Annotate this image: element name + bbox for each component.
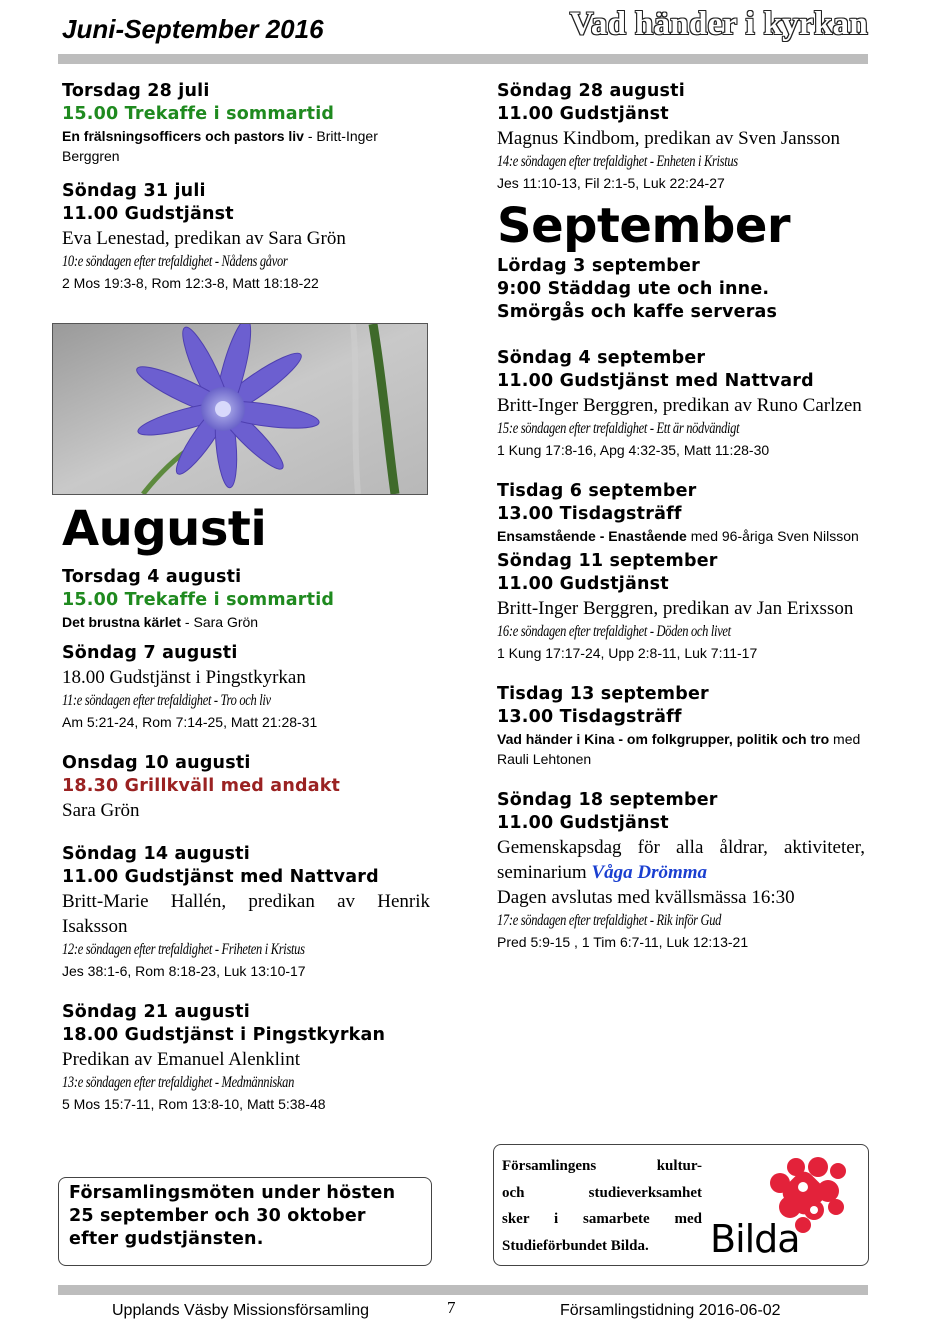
- event-title: 18.30 Grillkväll med andakt: [62, 776, 341, 796]
- footer-rule: [58, 1285, 868, 1295]
- event-theme: 11:e söndagen efter trefaldighet - Tro och liv: [62, 692, 271, 709]
- event-refs: 1 Kung 17:8-16, Apg 4:32-35, Matt 11:28-30: [497, 442, 770, 458]
- event-people: Eva Lenestad, predikan av Sara Grön: [62, 228, 346, 249]
- event-date: Söndag 31 juli: [62, 181, 206, 201]
- event-people: Britt-Inger Berggren, predikan av Jan Erixsson: [497, 598, 854, 619]
- event-title: 11.00 Gudstjänst med Nattvard: [62, 867, 379, 887]
- event-theme: 10:e söndagen efter trefaldighet - Nådens gåvor: [62, 253, 288, 270]
- event-date: Söndag 4 september: [497, 348, 706, 368]
- event-theme: 17:e söndagen efter trefaldighet - Rik inför Gud: [497, 912, 722, 929]
- event-people: Dagen avslutas med kvällsmässa 16:30: [497, 887, 795, 908]
- event-title: 15.00 Trekaffe i sommartid: [62, 104, 335, 124]
- event-title: 11.00 Gudstjänst: [497, 813, 669, 833]
- event-theme: 16:e söndagen efter trefaldighet - Döden och livet: [497, 623, 731, 640]
- event-date: Söndag 11 september: [497, 551, 718, 571]
- meetings-line: efter gudstjänsten.: [69, 1229, 264, 1249]
- footer-organization: Upplands Väsby Missionsförsamling: [112, 1302, 369, 1319]
- event-refs: Pred 5:9-15 , 1 Tim 6:7-11, Luk 12:13-21: [497, 934, 749, 950]
- bilda-box: [493, 1144, 869, 1266]
- event-people: Predikan av Emanuel Alenklint: [62, 1049, 300, 1070]
- event-refs: 2 Mos 19:3-8, Rom 12:3-8, Matt 18:18-22: [62, 275, 319, 291]
- event-date: Söndag 28 augusti: [497, 81, 685, 101]
- event-date: Torsdag 4 augusti: [62, 567, 242, 587]
- vaga-dromma-link[interactable]: Våga Drömma: [591, 862, 708, 883]
- page-number: 7: [447, 1298, 456, 1317]
- event-description: Det brustna kärlet - Sara Grön: [62, 614, 259, 630]
- bilda-text: Församlingens kultur- och studieverksamhet sker i samarbete med Studieförbundet Bilda.: [502, 1158, 702, 1254]
- event-description: Vad händer i Kina - om folkgrupper, politik och tro med Rauli Lehtonen: [497, 731, 861, 767]
- event-people: Sara Grön: [62, 800, 140, 821]
- event-title: 11.00 Gudstjänst: [62, 204, 234, 224]
- bilda-logo: [708, 1155, 858, 1259]
- event-refs: Jes 38:1-6, Rom 8:18-23, Luk 13:10-17: [62, 963, 306, 979]
- event-people: Britt-Marie Hallén, predikan av Henrik Isaksson: [62, 891, 430, 937]
- month-heading-september: September: [497, 198, 791, 254]
- event-people: Magnus Kindbom, predikan av Sven Jansson: [497, 128, 841, 149]
- event-date: Söndag 18 september: [497, 790, 718, 810]
- meetings-line: 25 september och 30 oktober: [69, 1206, 366, 1226]
- event-title: 11.00 Gudstjänst: [497, 104, 669, 124]
- event-title: 15.00 Trekaffe i sommartid: [62, 590, 335, 610]
- event-date: Söndag 21 augusti: [62, 1002, 250, 1022]
- event-refs: 5 Mos 15:7-11, Rom 13:8-10, Matt 5:38-48: [62, 1096, 326, 1112]
- header-rule: [58, 54, 868, 64]
- event-title: 13.00 Tisdagsträff: [497, 504, 682, 524]
- footer-publication: Församlingstidning 2016-06-02: [560, 1302, 781, 1319]
- event-theme: 12:e söndagen efter trefaldighet - Friheten i Kristus: [62, 941, 305, 958]
- event-theme: 14:e söndagen efter trefaldighet - Enheten i Kristus: [497, 153, 738, 170]
- event-date: Söndag 14 augusti: [62, 844, 250, 864]
- event-theme: 13:e söndagen efter trefaldighet - Medmänniskan: [62, 1074, 295, 1091]
- august-section: [62, 500, 430, 1114]
- event-date: Onsdag 10 augusti: [62, 753, 251, 773]
- event-title: 18.00 Gudstjänst i Pingstkyrkan: [62, 667, 306, 688]
- event-date: Torsdag 28 juli: [62, 81, 210, 101]
- flower-photo: [52, 323, 428, 495]
- event-title: 11.00 Gudstjänst: [497, 574, 669, 594]
- event-title: 13.00 Tisdagsträff: [497, 707, 682, 727]
- event-title: 11.00 Gudstjänst med Nattvard: [497, 371, 814, 391]
- event-refs: Am 5:21-24, Rom 7:14-25, Matt 21:28-31: [62, 714, 318, 730]
- event-refs: Jes 11:10-13, Fil 2:1-5, Luk 22:24-27: [497, 175, 725, 191]
- event-title: Smörgås och kaffe serveras: [497, 302, 778, 322]
- page-header-date-range: Juni-September 2016: [62, 14, 324, 44]
- event-date: Söndag 7 augusti: [62, 643, 238, 663]
- event-date: Tisdag 6 september: [497, 481, 697, 501]
- meetings-box: [58, 1177, 432, 1266]
- event-people: Britt-Inger Berggren, predikan av Runo Carlzen: [497, 395, 862, 416]
- month-heading-augusti: Augusti: [62, 501, 267, 557]
- event-theme: 15:e söndagen efter trefaldighet - Ett är nödvändigt: [497, 420, 740, 437]
- event-people: Gemenskapsdag för alla åldrar, aktiviteter, seminarium Våga Drömma: [497, 837, 865, 883]
- right-column: [497, 80, 865, 952]
- event-date: Lördag 3 september: [497, 256, 700, 276]
- page-header-title: Vad händer i kyrkan: [569, 6, 868, 42]
- event-title: 18.00 Gudstjänst i Pingstkyrkan: [62, 1025, 386, 1045]
- event-description: En frälsningsofficers och pastors liv - Britt-Inger Berggren: [62, 128, 378, 164]
- bilda-logo-text: Bilda: [710, 1217, 800, 1261]
- left-column: [62, 80, 430, 293]
- event-refs: 1 Kung 17:17-24, Upp 2:8-11, Luk 7:11-17: [497, 645, 758, 661]
- event-description: Ensamstående - Enastående med 96-åriga Sven Nilsson: [497, 528, 859, 544]
- event-date: Tisdag 13 september: [497, 684, 709, 704]
- meetings-line: Församlingsmöten under hösten: [69, 1183, 396, 1203]
- event-title: 9:00 Städdag ute och inne.: [497, 279, 770, 299]
